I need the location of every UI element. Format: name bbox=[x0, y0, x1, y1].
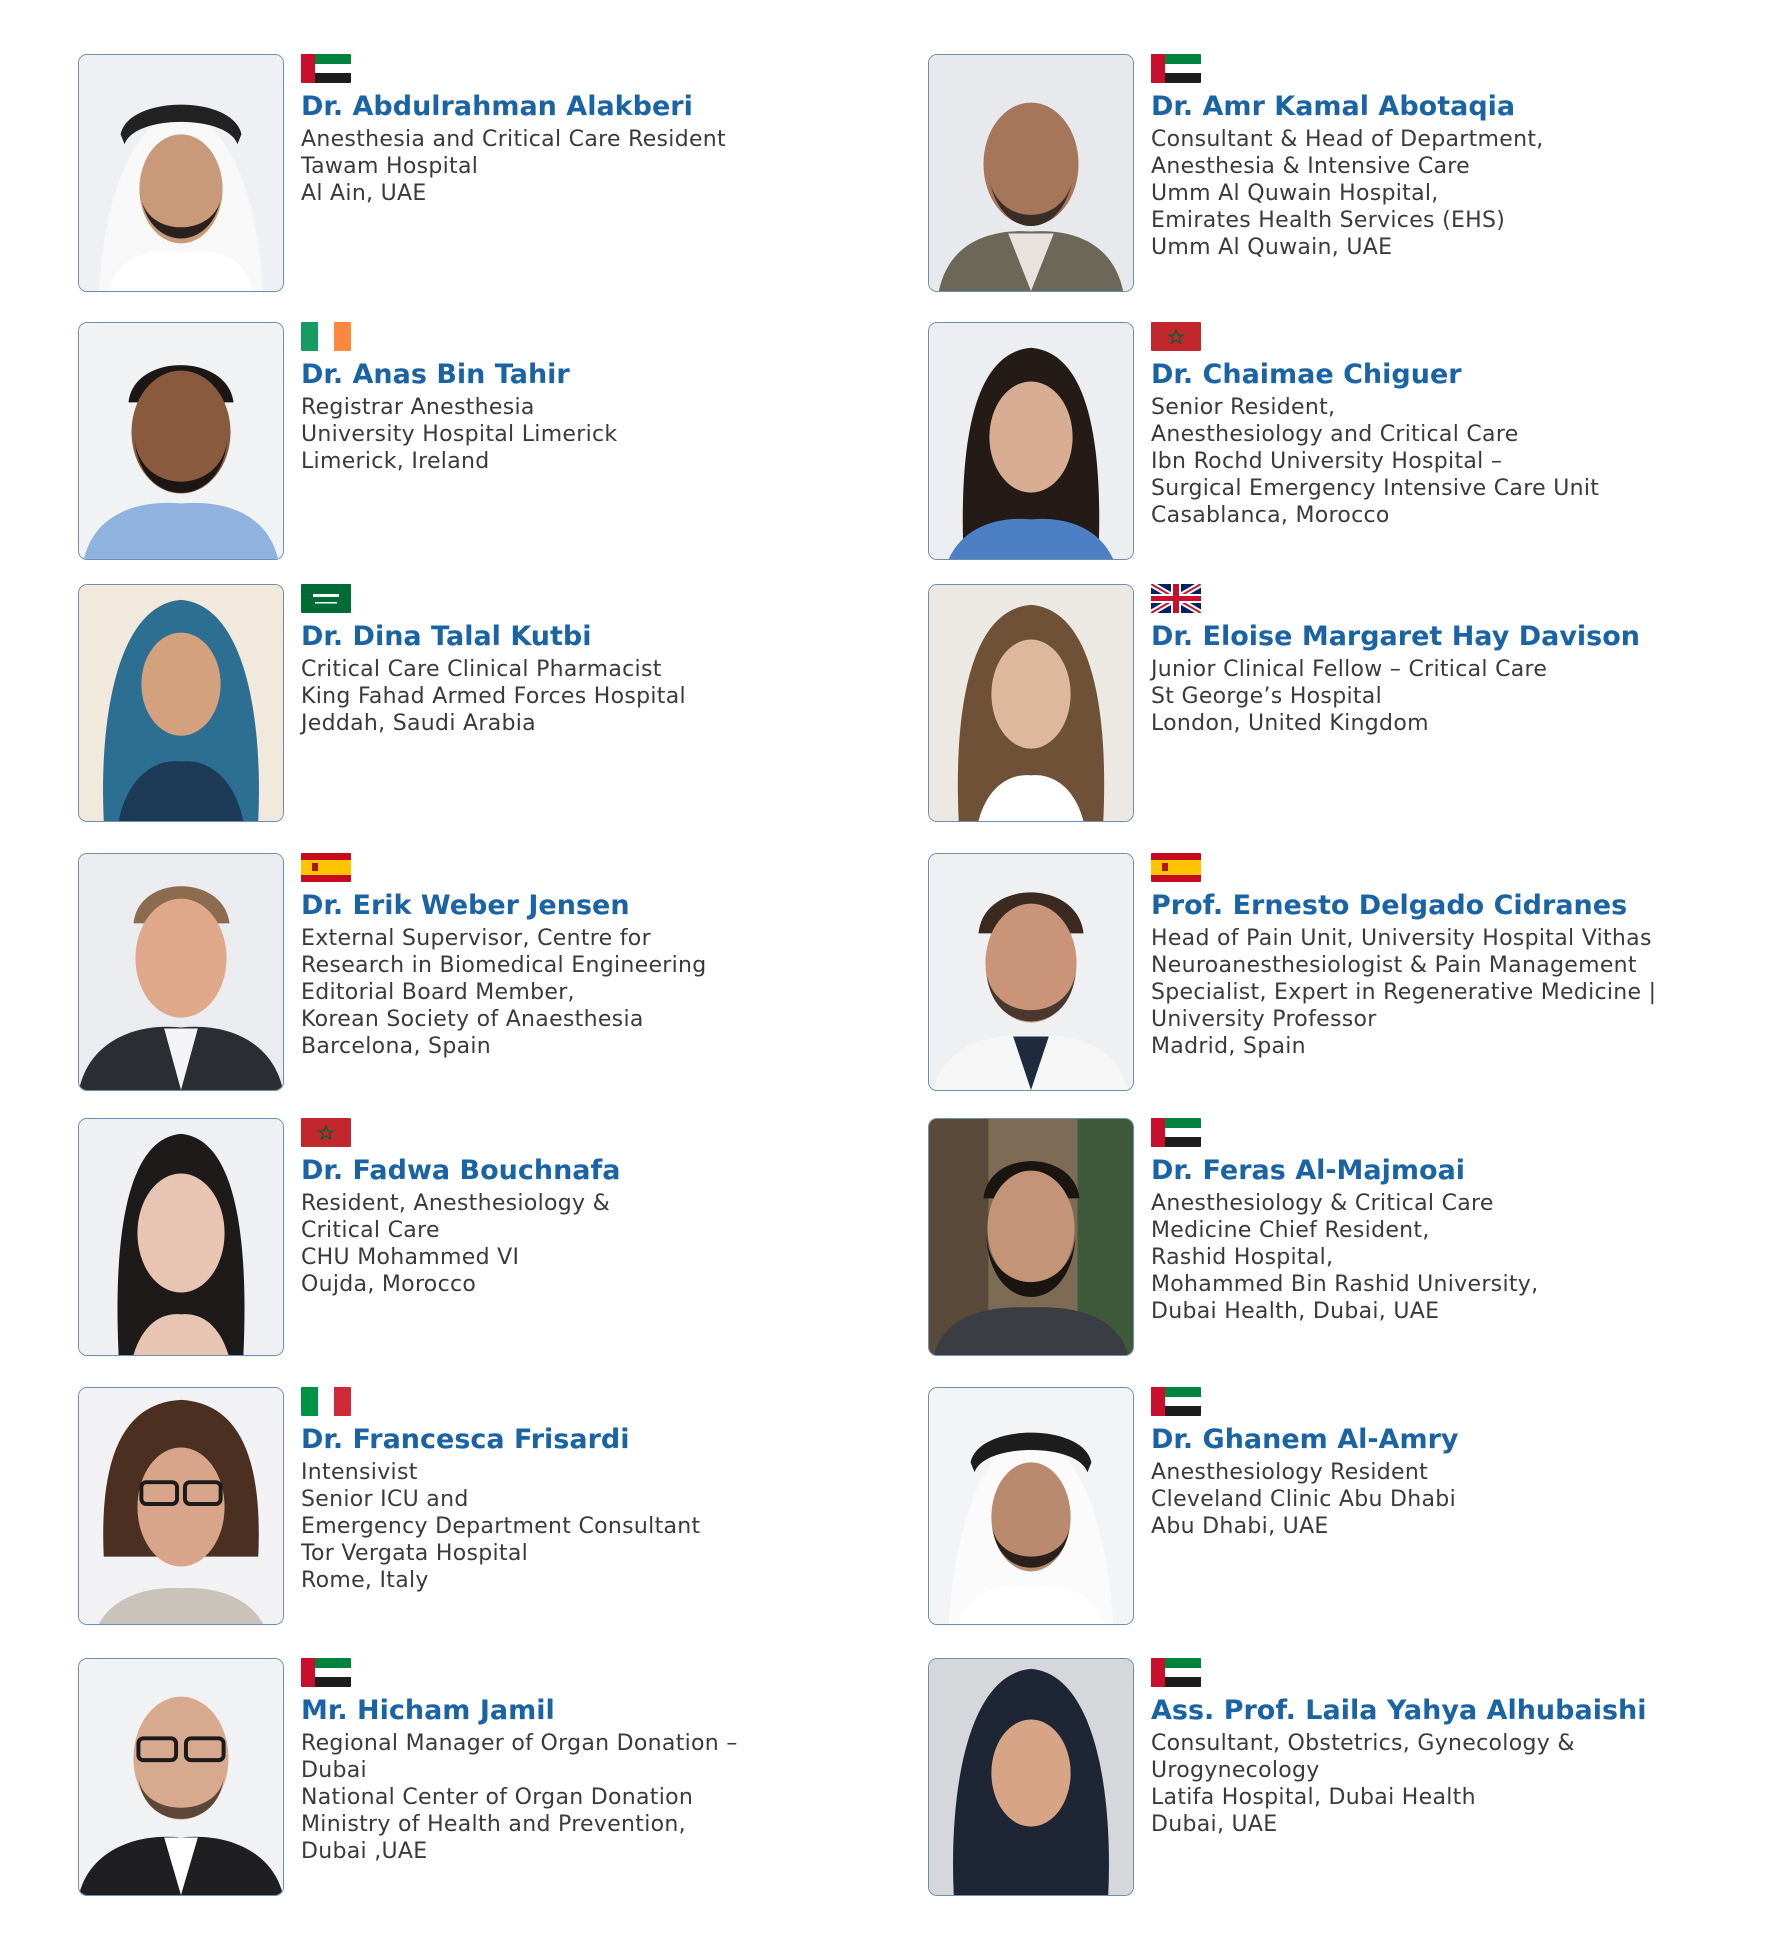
detail-line: Mohammed Bin Rashid University, bbox=[1151, 1272, 1539, 1297]
detail-line: Specialist, Expert in Regenerative Medicine | bbox=[1151, 980, 1657, 1005]
italy-flag-icon bbox=[301, 1387, 351, 1416]
detail-line: Anesthesiology & Critical Care bbox=[1151, 1191, 1494, 1216]
speaker-details bbox=[1151, 1459, 1456, 1540]
detail-line: Jeddah, Saudi Arabia bbox=[301, 711, 536, 736]
speaker-photo bbox=[78, 1387, 284, 1625]
speaker-name: Dr. Dina Talal Kutbi bbox=[301, 621, 592, 652]
detail-line: Anesthesiology Resident bbox=[1151, 1460, 1429, 1485]
detail-line: Al Ain, UAE bbox=[301, 181, 427, 206]
uae-flag-icon bbox=[1151, 1658, 1201, 1687]
speaker-name: Dr. Erik Weber Jensen bbox=[301, 890, 630, 921]
detail-line: Editorial Board Member, bbox=[301, 980, 575, 1005]
speaker-name: Dr. Anas Bin Tahir bbox=[301, 359, 570, 390]
speaker-photo bbox=[78, 54, 284, 292]
spain-flag-icon bbox=[301, 853, 351, 882]
detail-line: Resident, Anesthesiology & bbox=[301, 1191, 611, 1216]
detail-line: Rome, Italy bbox=[301, 1568, 429, 1593]
detail-line: Junior Clinical Fellow – Critical Care bbox=[1151, 657, 1548, 682]
detail-line: Tor Vergata Hospital bbox=[301, 1541, 529, 1566]
detail-line: National Center of Organ Donation bbox=[301, 1785, 694, 1810]
speaker-name: Dr. Ghanem Al-Amry bbox=[1151, 1424, 1459, 1455]
detail-line: External Supervisor, Centre for bbox=[301, 926, 651, 951]
detail-line: University Hospital Limerick bbox=[301, 422, 618, 447]
speaker-photo bbox=[928, 322, 1134, 560]
detail-line: Ministry of Health and Prevention, bbox=[301, 1812, 686, 1837]
speaker-photo bbox=[78, 584, 284, 822]
speaker-details bbox=[1151, 1730, 1575, 1838]
speaker-details bbox=[1151, 925, 1656, 1060]
speaker-card-ernesto-delgado-cidranes bbox=[928, 853, 1778, 1093]
detail-line: Anesthesia and Critical Care Resident bbox=[301, 127, 726, 152]
united-kingdom-flag-icon bbox=[1151, 584, 1201, 613]
detail-line: Umm Al Quwain Hospital, bbox=[1151, 181, 1439, 206]
speaker-card-erik-weber-jensen bbox=[78, 853, 928, 1093]
speaker-card-amr-kamal-abotaqia bbox=[928, 54, 1778, 294]
uae-flag-icon bbox=[1151, 1118, 1201, 1147]
speaker-card-hicham-jamil bbox=[78, 1658, 928, 1898]
detail-line: Urogynecology bbox=[1151, 1758, 1320, 1783]
detail-line: Anesthesiology and Critical Care bbox=[1151, 422, 1519, 447]
speaker-name: Dr. Fadwa Bouchnafa bbox=[301, 1155, 621, 1186]
speaker-photo bbox=[78, 322, 284, 560]
detail-line: Head of Pain Unit, University Hospital Vithas bbox=[1151, 926, 1652, 951]
detail-line: Consultant, Obstetrics, Gynecology & bbox=[1151, 1731, 1575, 1756]
speaker-card-feras-al-majmoai bbox=[928, 1118, 1778, 1358]
speaker-details bbox=[301, 1459, 700, 1594]
detail-line: London, United Kingdom bbox=[1151, 711, 1429, 736]
speaker-name: Dr. Amr Kamal Abotaqia bbox=[1151, 91, 1516, 122]
detail-line: Latifa Hospital, Dubai Health bbox=[1151, 1785, 1476, 1810]
speaker-card-francesca-frisardi bbox=[78, 1387, 928, 1627]
detail-line: Umm Al Quwain, UAE bbox=[1151, 235, 1393, 260]
detail-line: Tawam Hospital bbox=[301, 154, 479, 179]
detail-line: Research in Biomedical Engineering bbox=[301, 953, 707, 978]
ireland-flag-icon bbox=[301, 322, 351, 351]
detail-line: Madrid, Spain bbox=[1151, 1034, 1306, 1059]
speaker-photo bbox=[78, 853, 284, 1091]
detail-line: University Professor bbox=[1151, 1007, 1377, 1032]
speaker-card-ghanem-al-amry bbox=[928, 1387, 1778, 1627]
detail-line: Oujda, Morocco bbox=[301, 1272, 477, 1297]
detail-line: Dubai Health, Dubai, UAE bbox=[1151, 1299, 1440, 1324]
speaker-card-anas-bin-tahir bbox=[78, 322, 928, 562]
uae-flag-icon bbox=[301, 1658, 351, 1687]
speaker-name: Dr. Chaimae Chiguer bbox=[1151, 359, 1462, 390]
saudi-arabia-flag-icon bbox=[301, 584, 351, 613]
detail-line: Barcelona, Spain bbox=[301, 1034, 492, 1059]
speaker-name: Prof. Ernesto Delgado Cidranes bbox=[1151, 890, 1628, 921]
detail-line: Cleveland Clinic Abu Dhabi bbox=[1151, 1487, 1456, 1512]
detail-line: Registrar Anesthesia bbox=[301, 395, 535, 420]
speaker-details bbox=[301, 1190, 610, 1298]
speaker-photo bbox=[928, 1387, 1134, 1625]
detail-line: King Fahad Armed Forces Hospital bbox=[301, 684, 686, 709]
detail-line: Intensivist bbox=[301, 1460, 418, 1485]
detail-line: Emirates Health Services (EHS) bbox=[1151, 208, 1506, 233]
speaker-name: Dr. Abdulrahman Alakberi bbox=[301, 91, 693, 122]
spain-flag-icon bbox=[1151, 853, 1201, 882]
uae-flag-icon bbox=[1151, 54, 1201, 83]
speaker-name: Dr. Feras Al-Majmoai bbox=[1151, 1155, 1466, 1186]
speaker-card-abdulrahman-alakberi bbox=[78, 54, 928, 294]
speaker-details bbox=[1151, 656, 1547, 737]
speaker-card-chaimae-chiguer bbox=[928, 322, 1778, 562]
detail-line: Consultant & Head of Department, bbox=[1151, 127, 1544, 152]
speaker-details bbox=[1151, 394, 1599, 529]
detail-line: Korean Society of Anaesthesia bbox=[301, 1007, 644, 1032]
speaker-card-laila-yahya-alhubaishi bbox=[928, 1658, 1778, 1898]
detail-line: Critical Care Clinical Pharmacist bbox=[301, 657, 662, 682]
detail-line: Casablanca, Morocco bbox=[1151, 503, 1390, 528]
speaker-details bbox=[1151, 1190, 1538, 1325]
speaker-details bbox=[301, 925, 707, 1060]
detail-line: Abu Dhabi, UAE bbox=[1151, 1514, 1329, 1539]
speaker-card-eloise-margaret-hay-davison bbox=[928, 584, 1778, 824]
speaker-name: Ass. Prof. Laila Yahya Alhubaishi bbox=[1151, 1695, 1647, 1726]
speaker-details bbox=[301, 394, 617, 475]
speaker-photo bbox=[928, 1658, 1134, 1896]
speaker-photo bbox=[78, 1658, 284, 1896]
detail-line: Regional Manager of Organ Donation – bbox=[301, 1731, 738, 1756]
uae-flag-icon bbox=[1151, 1387, 1201, 1416]
detail-line: Medicine Chief Resident, bbox=[1151, 1218, 1430, 1243]
speaker-photo bbox=[928, 853, 1134, 1091]
speaker-photo bbox=[928, 584, 1134, 822]
speaker-name: Mr. Hicham Jamil bbox=[301, 1695, 555, 1726]
speaker-details bbox=[1151, 126, 1544, 261]
speaker-photo bbox=[78, 1118, 284, 1356]
speaker-photo bbox=[928, 1118, 1134, 1356]
speaker-details bbox=[301, 656, 686, 737]
speaker-card-dina-talal-kutbi bbox=[78, 584, 928, 824]
speaker-card-fadwa-bouchnafa bbox=[78, 1118, 928, 1358]
detail-line: Anesthesia & Intensive Care bbox=[1151, 154, 1470, 179]
detail-line: Senior ICU and bbox=[301, 1487, 469, 1512]
speaker-details bbox=[301, 1730, 738, 1865]
detail-line: Rashid Hospital, bbox=[1151, 1245, 1334, 1270]
detail-line: Dubai bbox=[301, 1758, 367, 1783]
morocco-flag-icon bbox=[1151, 322, 1201, 351]
detail-line: Dubai ,UAE bbox=[301, 1839, 428, 1864]
detail-line: Ibn Rochd University Hospital – bbox=[1151, 449, 1503, 474]
detail-line: Surgical Emergency Intensive Care Unit bbox=[1151, 476, 1600, 501]
detail-line: Limerick, Ireland bbox=[301, 449, 490, 474]
morocco-flag-icon bbox=[301, 1118, 351, 1147]
uae-flag-icon bbox=[301, 54, 351, 83]
speaker-name: Dr. Francesca Frisardi bbox=[301, 1424, 630, 1455]
detail-line: Senior Resident, bbox=[1151, 395, 1336, 420]
speaker-details bbox=[301, 126, 726, 207]
speaker-photo bbox=[928, 54, 1134, 292]
speaker-name: Dr. Eloise Margaret Hay Davison bbox=[1151, 621, 1641, 652]
detail-line: Critical Care bbox=[301, 1218, 440, 1243]
detail-line: Emergency Department Consultant bbox=[301, 1514, 701, 1539]
detail-line: CHU Mohammed VI bbox=[301, 1245, 520, 1270]
detail-line: St George’s Hospital bbox=[1151, 684, 1382, 709]
detail-line: Dubai, UAE bbox=[1151, 1812, 1278, 1837]
detail-line: Neuroanesthesiologist & Pain Management bbox=[1151, 953, 1637, 978]
